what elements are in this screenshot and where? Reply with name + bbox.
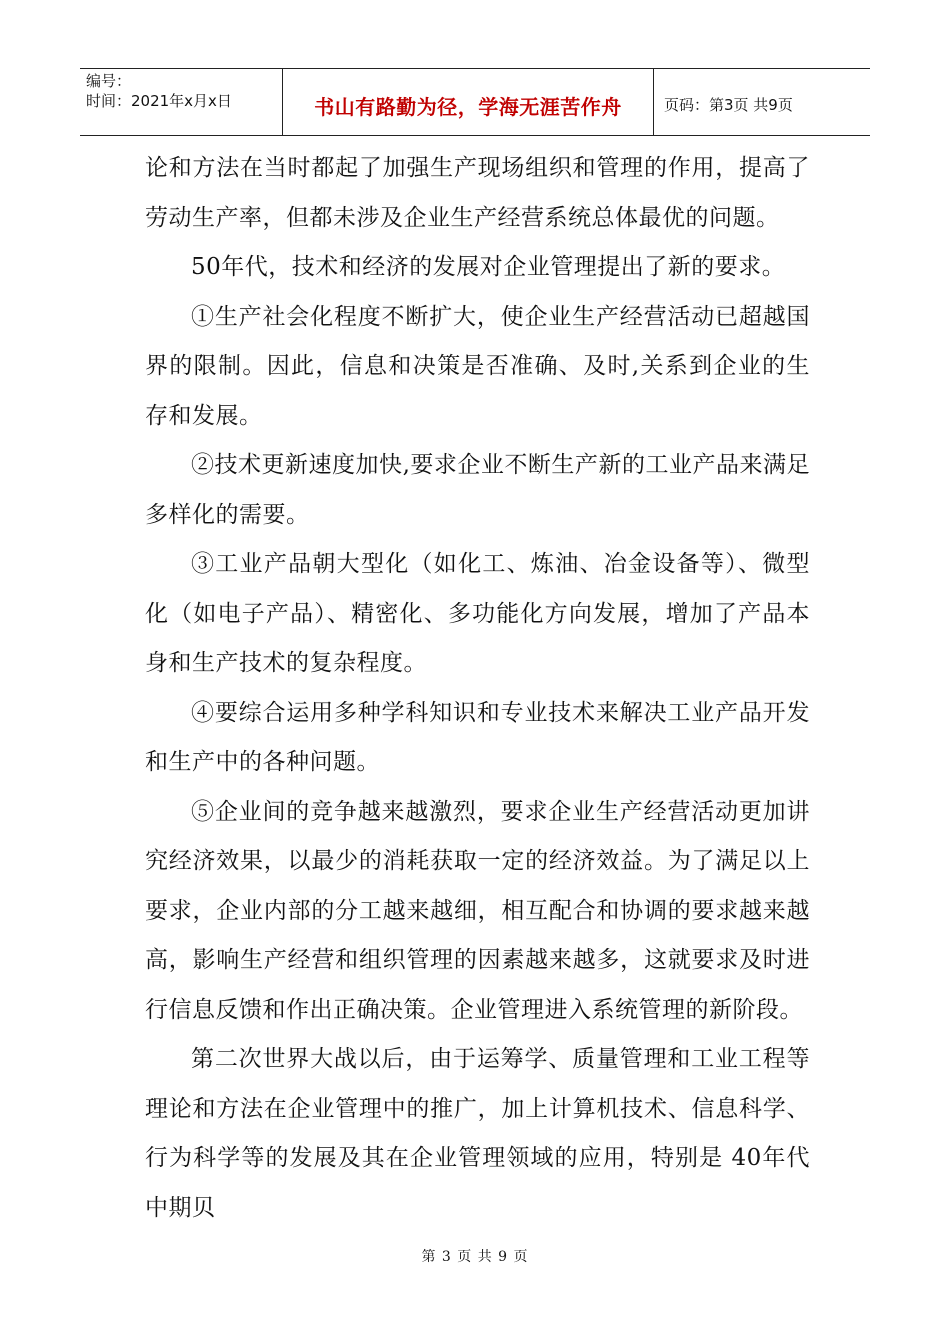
header-motto: 书山有路勤为径，学海无涯苦作舟 [314,94,622,119]
page-footer [0,1246,950,1266]
header-meta [80,69,283,135]
paragraph: ④要综合运用多种学科知识和专业技术来解决工业产品开发和生产中的各种问题。 [145,699,810,775]
document-date: 时间：2021年x月x日 [86,92,232,110]
paragraph: ②技术更新速度加快,要求企业不断生产新的工业产品来满足多样化的需要。 [145,452,810,528]
header-motto-cell [283,69,654,135]
document-number-label: 编号： [86,72,132,90]
footer-page-number: 第 3 页 共 9 页 [421,1249,529,1265]
document-header [80,68,870,136]
paragraph: 论和方法在当时都起了加强生产现场组织和管理的作用，提高了劳动生产率，但都未涉及企业生产经营系统总体最优的问题。 [145,155,810,231]
header-page-info-cell [654,69,870,135]
paragraph: 50年代，技术和经济的发展对企业管理提出了新的要求。 [191,254,786,280]
document-body [145,144,810,1233]
header-page-info: 页码：第3页 共9页 [664,95,793,114]
paragraph: 第二次世界大战以后，由于运筹学、质量管理和工业工程等理论和方法在企业管理中的推广，加上计算机技术、信息科学、行为科学等的发展及其在企业管理领域的应用，特别是 40年代中期贝 [145,1046,810,1221]
paragraph: ③工业产品朝大型化（如化工、炼油、冶金设备等）、微型化（如电子产品）、精密化、多功能化方向发展，增加了产品本身和生产技术的复杂程度。 [145,551,810,676]
paragraph: ①生产社会化程度不断扩大，使企业生产经营活动已超越国界的限制。因此，信息和决策是否准确、及时,关系到企业的生存和发展。 [145,303,810,429]
paragraph: ⑤企业间的竞争越来越激烈，要求企业生产经营活动更加讲究经济效果，以最少的消耗获取一定的经济效益。为了满足以上要求，企业内部的分工越来越细，相互配合和协调的要求越来越高，影响生产经营和组织管理的因素越来越多，这就要求及时进行信息反馈和作出正确决策。企业管理进入系统管理的新阶段。 [145,798,810,1023]
